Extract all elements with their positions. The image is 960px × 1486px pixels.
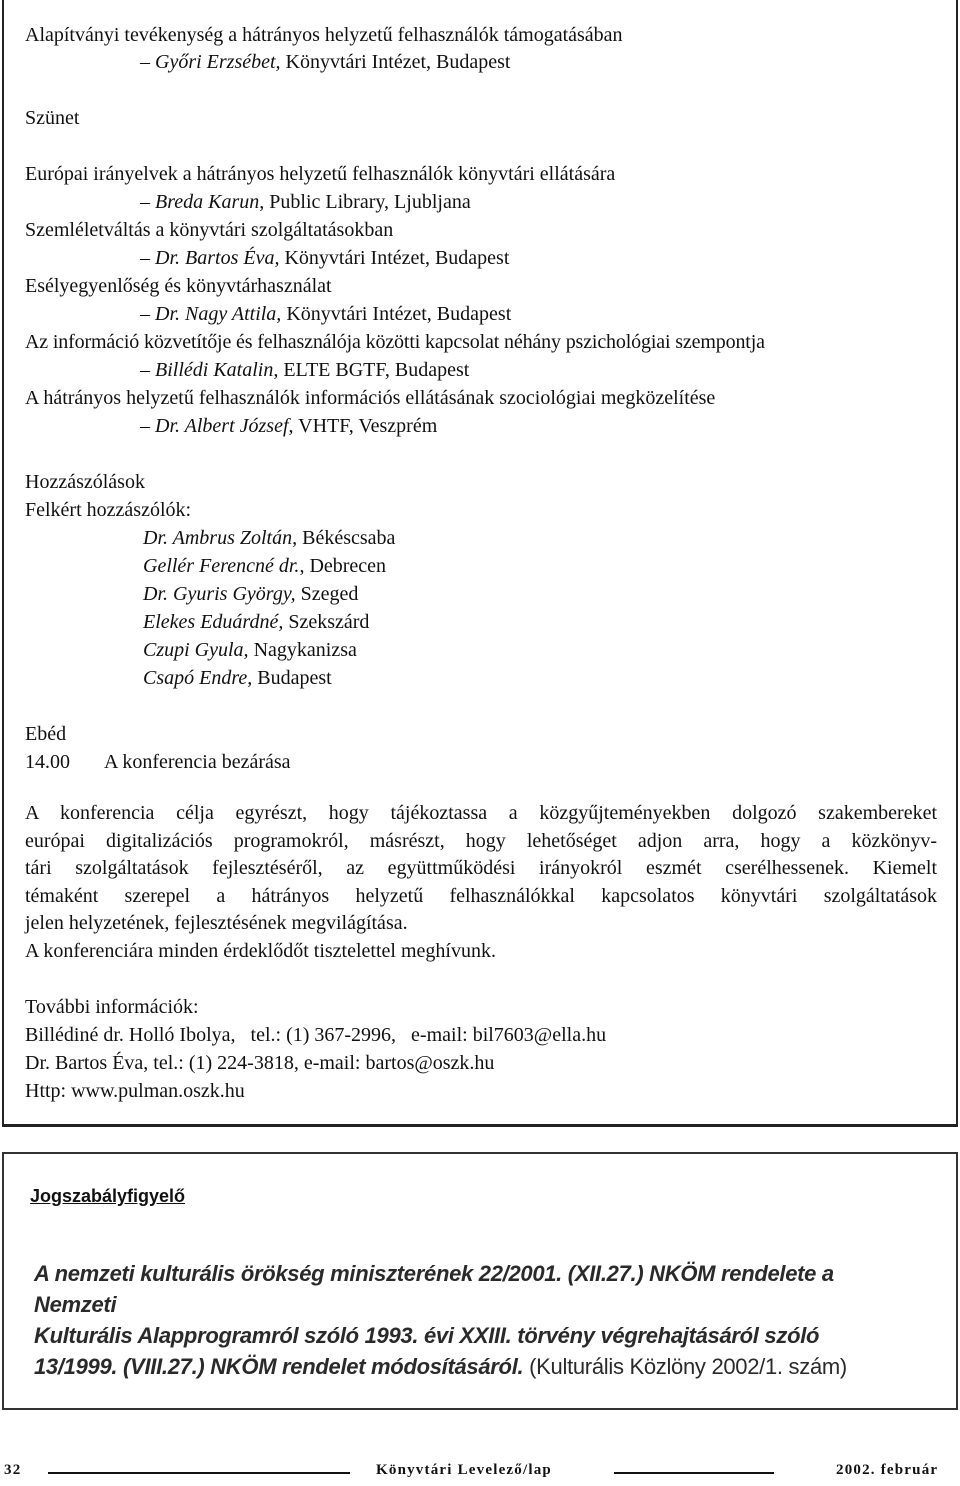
item4-presenter: – Dr. Nagy Attila, Könyvtári Intézet, Budapest [140, 303, 512, 325]
commenter-place: Szekszárd [288, 611, 370, 633]
contact-heading: További információk: [25, 996, 199, 1018]
contact-line-3: Http: www.pulman.oszk.hu [25, 1080, 245, 1102]
legal-source: (Kulturális Közlöny 2002/1. szám) [529, 1354, 847, 1379]
item3-presenter: – Dr. Bartos Éva, Könyvtári Intézet, Budapest [140, 247, 510, 269]
legal-line-2: Kulturális Alapprogramról szóló 1993. évi XXIII. törvény végrehajtásáról szóló [34, 1323, 820, 1348]
legal-notice [34, 1258, 914, 1382]
item6-affiliation: , VHTF, Veszprém [288, 415, 438, 437]
commenter-row [143, 553, 386, 579]
closing-title: A konferencia bezárása [104, 751, 291, 773]
lunch-label: Ebéd [25, 723, 67, 745]
page-number: 32 [4, 1462, 22, 1478]
purpose-line: témaként szerepel a hátrányos helyzetű felhasználókkal kapcsolatos könyvtári szolgáltatások [25, 884, 937, 907]
commenter-place: Nagykanizsa [253, 639, 357, 661]
item2-affiliation: Public Library, Ljubljana [269, 191, 471, 213]
commenter-name: Gellér Ferencné dr. [143, 555, 300, 577]
item3-speaker: Dr. Bartos Éva, [155, 247, 280, 269]
legal-line-1: A nemzeti kulturális örökség miniszterének 22/2001. (XII.27.) NKÖM rendelete a Nemzeti [34, 1261, 834, 1317]
commenter-name: Czupi Gyula, [143, 639, 249, 661]
item2-presenter: – Breda Karun, Public Library, Ljubljana [140, 191, 471, 213]
item5-presenter: – Billédi Katalin, ELTE BGTF, Budapest [140, 359, 470, 381]
commenter-place: , Debrecen [299, 555, 387, 577]
item5-affiliation: ELTE BGTF, Budapest [283, 359, 470, 381]
footer-rule-left [48, 1472, 350, 1474]
commenter-place: Békéscsaba [302, 527, 396, 549]
contact-line-2: Dr. Bartos Éva, tel.: (1) 224-3818, e-mail: bartos@oszk.hu [25, 1052, 495, 1074]
commenter-name: Dr. Ambrus Zoltán, [143, 527, 298, 549]
break-label: Szünet [25, 107, 80, 129]
item6-title: A hátrányos helyzetű felhasználók információs ellátásának szociológiai megközelítése [25, 387, 716, 409]
item1-affiliation: Könyvtári Intézet, Budapest [285, 51, 511, 73]
item5-speaker: Billédi Katalin, [155, 359, 279, 381]
commenter-row [143, 581, 358, 607]
commenter-row [143, 525, 395, 551]
item5-title: Az információ közvetítője és felhasználója közötti kapcsolat néhány pszichológiai szempontja [25, 331, 765, 353]
publication-title: Könyvtári Levelező/lap [376, 1462, 552, 1478]
commenter-place: Szeged [300, 583, 359, 605]
item4-affiliation: Könyvtári Intézet, Budapest [286, 303, 512, 325]
contact-line-1: Billédiné dr. Holló Ibolya, tel.: (1) 367-2996, e-mail: bil7603@ella.hu [25, 1024, 607, 1046]
invitation-text: A konferenciára minden érdeklődőt tisztelettel meghívunk. [25, 939, 496, 962]
purpose-line: A konferencia célja egyrészt, hogy tájékoztassa a közgyűjteményekben dolgozó szakembereket [25, 802, 937, 824]
issue-date: 2002. február [836, 1462, 939, 1478]
item3-affiliation: Könyvtári Intézet, Budapest [284, 247, 510, 269]
item3-title: Szemléletváltás a könyvtári szolgáltatásokban [25, 219, 394, 241]
legal-line-3 [34, 1351, 914, 1382]
commenter-place: Budapest [257, 667, 332, 689]
commenter-name: Elekes Eduárdné, [143, 611, 284, 633]
commenter-name: Csapó Endre, [143, 667, 253, 689]
purpose-line: tári szolgáltatások fejlesztéséről, az együttműködési irányokról eszmét cserélhessenek. Kiemelt [25, 857, 937, 880]
invited-heading: Felkért hozzászólók: [25, 499, 192, 521]
item2-speaker: Breda Karun, [155, 191, 265, 213]
page-footer [0, 1462, 960, 1486]
legal-line-3-text: 13/1999. (VIII.27.) NKÖM rendelet módosításáról. [34, 1354, 524, 1379]
item6-speaker: Dr. Albert József [155, 415, 289, 437]
item1-presenter: – Győri Erzsébet, Könyvtári Intézet, Budapest [140, 51, 511, 73]
purpose-paragraph [25, 800, 937, 966]
legal-heading: Jogszabályfigyelő [30, 1186, 186, 1206]
item1-title: Alapítványi tevékenység a hátrányos helyzetű felhasználók támogatásában [25, 24, 623, 46]
item2-title: Európai irányelvek a hátrányos helyzetű felhasználók könyvtári ellátására [25, 163, 616, 185]
purpose-line: európai digitalizációs programokról, másrészt, hogy lehetőséget adjon arra, hogy a közkönyv- [25, 829, 937, 852]
commenter-row [143, 609, 369, 635]
item4-speaker: Dr. Nagy Attila, [155, 303, 282, 325]
item4-title: Esélyegyenlőség és könyvtárhasználat [25, 275, 332, 297]
closing-time: 14.00 [25, 751, 70, 773]
item6-presenter: – Dr. Albert József, VHTF, Veszprém [140, 415, 438, 437]
commenter-name: Dr. Gyuris György, [143, 583, 296, 605]
commenter-row [143, 637, 357, 663]
footer-rule-right [614, 1472, 774, 1474]
purpose-last-line: jelen helyzetének, fejlesztésének megvilágítása. [25, 912, 408, 935]
commenter-row [143, 665, 332, 691]
comments-heading: Hozzászólások [25, 471, 145, 493]
item1-speaker: Győri Erzsébet, [155, 51, 281, 73]
